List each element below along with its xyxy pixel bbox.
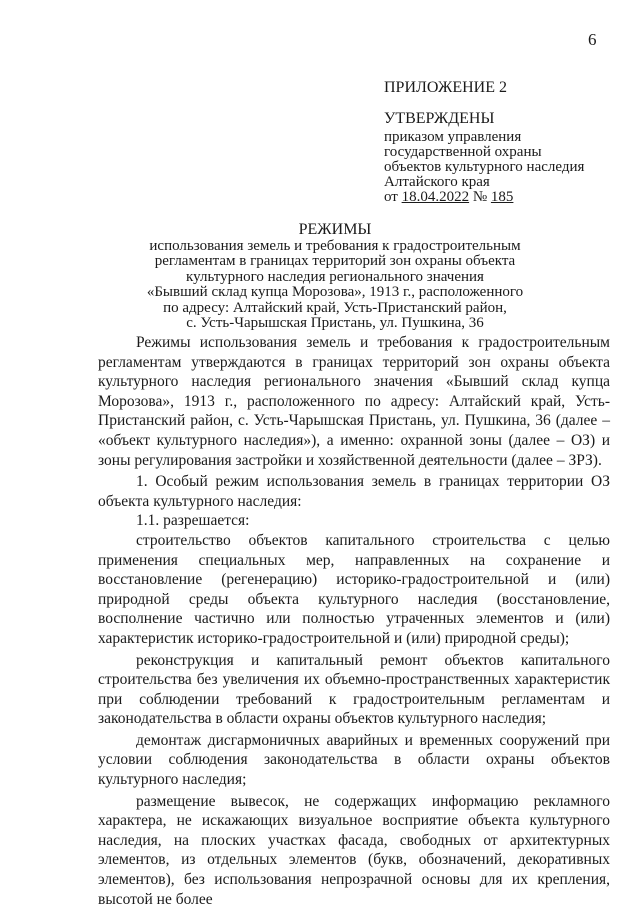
approval-line: Алтайского края: [384, 174, 490, 190]
paragraph-item-dismantling: демонтаж дисгармоничных аварийных и временных сооружений при условии соблюдения законодательства в области охраны объектов культурного наследия;: [98, 731, 610, 789]
paragraph-section-1: 1. Особый режим использования земель в границах территории ОЗ объекта культурного наследия:: [98, 473, 610, 510]
title-line: «Бывший склад купца Морозова», 1913 г., расположенного: [146, 284, 524, 300]
approval-line: приказом управления: [384, 129, 522, 145]
approval-block: [384, 80, 634, 205]
title-line: с. Усть-Чарышская Пристань, ул. Пушкина, 36: [186, 315, 484, 331]
page-number: 6: [588, 30, 597, 49]
title-line: использования земель и требования к градостроительным: [149, 237, 521, 254]
approval-line: объектов культурного наследия: [384, 159, 585, 175]
paragraph-intro: Режимы использования земель и требования к градостроительным регламентам утверждаются в границах территорий зон охраны объекта культурного наследия регионального значения «Бывший склад купца Морозова», 1913 г., расположенного по адресу: Алтайский край, Усть-Пристанский район, с. Усть-Чарышская Пристань, ул. Пушкина, 36 (далее – «объект культурного наследия»), а именно: охранной зоны (далее – ОЗ) и зоны регулирования застройки и хозяйственной деятельности (далее – ЗРЗ).: [98, 334, 610, 469]
title-line: культурного наследия регионального значения: [186, 268, 484, 285]
paragraph-item-construction: строительство объектов капитального строительства с целью применения специальных мер, направленных на сохранение и восстановление (регенерацию) историко-градостроительной и (или) природной среды объекта культурного наследия (восстановление, восполнение частично или полностью утраченных элементов и (или) характеристик историко-градостроительной и (или) природной среды);: [98, 531, 610, 647]
approval-date: 18.04.2022: [401, 189, 470, 205]
approval-line: государственной охраны: [384, 144, 542, 160]
number-prefix: №: [469, 189, 491, 205]
approval-date-line: [384, 190, 634, 205]
approved-label: УТВЕРЖДЕНЫ: [384, 110, 495, 127]
title-line: регламентам в границах территорий зон охраны объекта: [154, 253, 516, 269]
paragraph-item-reconstruction: реконструкция и капитальный ремонт объектов капитального строительства без увеличения их объемно-пространственных характеристик при соблюдении требований к градостроительным регламентам и законодательства в области охраны объектов культурного наследия;: [98, 651, 610, 728]
document-body: [98, 333, 610, 909]
appendix-label: ПРИЛОЖЕНИЕ 2: [384, 79, 508, 96]
paragraph-subsection-1-1: 1.1. разрешается:: [136, 512, 250, 530]
document-title: [100, 222, 570, 332]
paragraph-item-signs: размещение вывесок, не содержащих информацию рекламного характера, не искажающих визуальное восприятие объекта культурного наследия, на плоских участках фасада, свободных от архитектурных элементов, из отдельных элементов (букв, обозначений, декоративных элементов), без использования непрозрачной основы для их крепления, высотой не более: [98, 792, 610, 908]
date-prefix: от: [384, 189, 402, 205]
title-line: по адресу: Алтайский край, Усть-Пристанский район,: [163, 299, 507, 316]
approval-number: 185: [490, 189, 514, 205]
title-heading: РЕЖИМЫ: [298, 221, 372, 238]
